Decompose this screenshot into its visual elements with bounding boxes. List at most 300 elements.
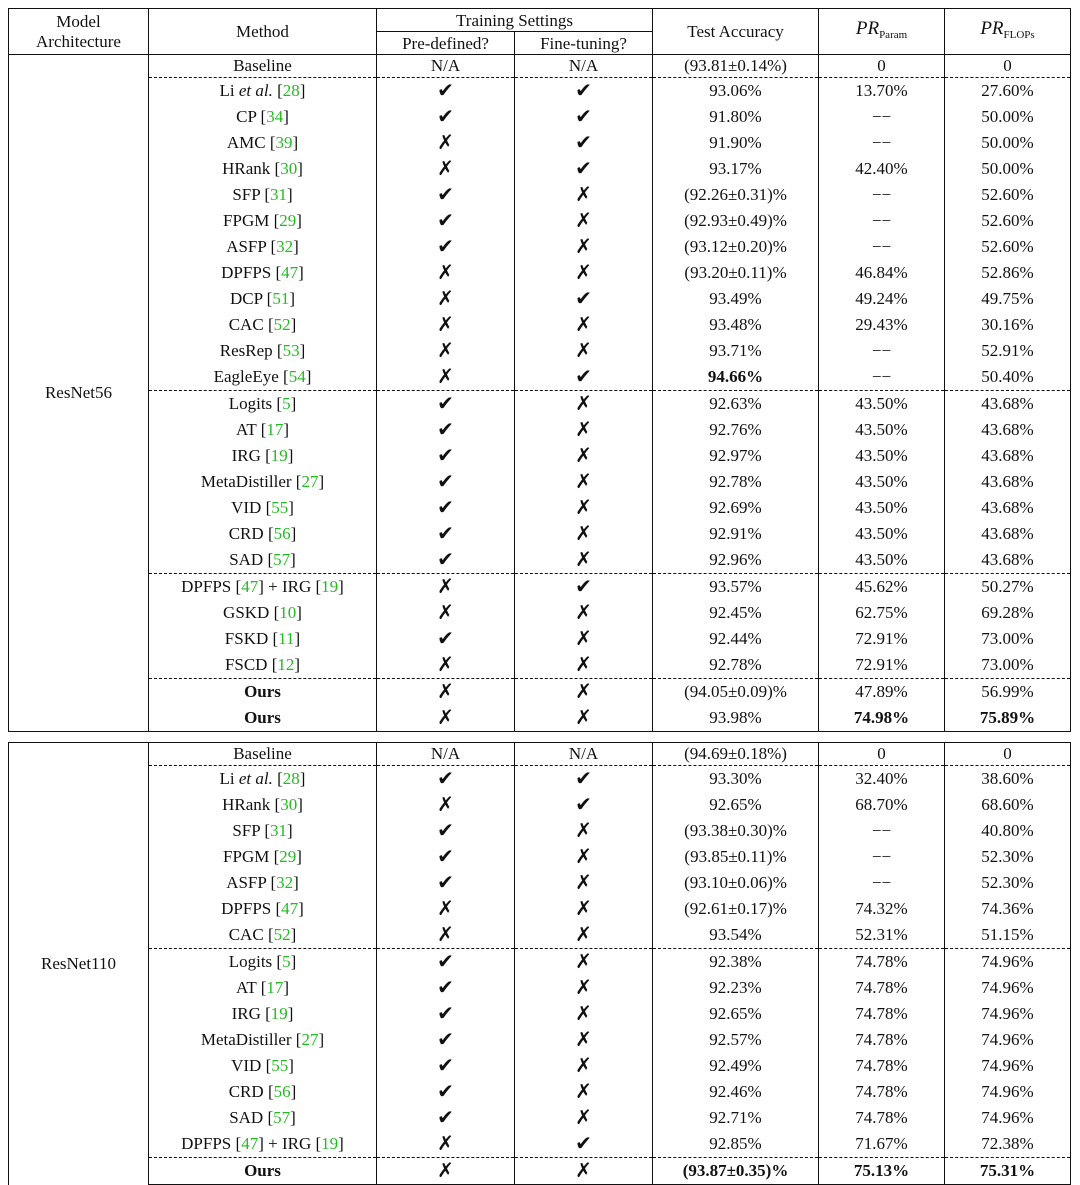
test-accuracy-value: 91.80% bbox=[709, 107, 762, 126]
pr-flops-cell bbox=[945, 1027, 1071, 1053]
pr-param-cell bbox=[819, 182, 945, 208]
test-accuracy-cell bbox=[653, 1079, 819, 1105]
cross-icon: ✗ bbox=[437, 130, 454, 154]
test-accuracy-cell bbox=[653, 417, 819, 443]
pr-param-value: −− bbox=[871, 211, 892, 230]
cross-icon: ✗ bbox=[575, 391, 592, 415]
predefined-cell bbox=[377, 495, 515, 521]
predefined-cell bbox=[377, 104, 515, 130]
bracket: [ bbox=[278, 367, 289, 386]
test-accuracy-value: 93.17% bbox=[709, 159, 762, 178]
test-accuracy-value: 93.30% bbox=[709, 769, 762, 788]
cross-icon: ✗ bbox=[575, 844, 592, 868]
pr-param-value: 13.70% bbox=[855, 81, 908, 100]
header-predefined: Pre-defined? bbox=[377, 32, 515, 55]
method-name bbox=[220, 81, 273, 100]
predefined-value: N/A bbox=[430, 744, 461, 763]
check-icon: ✔ bbox=[575, 130, 592, 154]
pr-flops-cell bbox=[945, 766, 1071, 793]
bracket: ] bbox=[290, 952, 297, 971]
bracket: [ bbox=[268, 629, 279, 648]
bracket: [ bbox=[291, 472, 302, 491]
pr-param-cell bbox=[819, 312, 945, 338]
bracket: ] bbox=[286, 821, 293, 840]
bracket: ] bbox=[318, 1030, 325, 1049]
test-accuracy-cell bbox=[653, 208, 819, 234]
pr-param-value: 74.78% bbox=[855, 978, 908, 997]
citation-link: 56 bbox=[273, 1082, 291, 1101]
citation-link: 52 bbox=[273, 925, 291, 944]
predefined-cell bbox=[377, 574, 515, 601]
cross-icon: ✗ bbox=[575, 1158, 592, 1182]
pr-flops-value: 50.00% bbox=[981, 159, 1034, 178]
bracket: ] bbox=[299, 341, 306, 360]
bracket: [ bbox=[269, 603, 280, 622]
test-accuracy-value: (93.85±0.11)% bbox=[684, 847, 787, 866]
method-cell bbox=[149, 870, 377, 896]
predefined-cell bbox=[377, 1027, 515, 1053]
pr-flops-cell bbox=[945, 521, 1071, 547]
cross-icon: ✗ bbox=[575, 1001, 592, 1025]
pr-flops-cell bbox=[945, 130, 1071, 156]
table-row bbox=[9, 391, 1071, 418]
pr-param-value: −− bbox=[871, 185, 892, 204]
table-row bbox=[9, 766, 1071, 793]
pr-param-value: 72.91% bbox=[855, 629, 908, 648]
finetuning-cell bbox=[515, 1001, 653, 1027]
pr-param-value: 45.62% bbox=[855, 577, 908, 596]
test-accuracy-cell bbox=[653, 1001, 819, 1027]
bracket: [ bbox=[256, 420, 267, 439]
test-accuracy-cell bbox=[653, 743, 819, 766]
pr-param-cell bbox=[819, 792, 945, 818]
method-name: ASFP bbox=[226, 873, 267, 892]
test-accuracy-value: (92.26±0.31)% bbox=[684, 185, 787, 204]
bracket: ] bbox=[298, 263, 304, 282]
check-icon: ✔ bbox=[437, 521, 454, 545]
table-row bbox=[9, 574, 1071, 601]
pr-param-cell bbox=[819, 743, 945, 766]
table-row bbox=[9, 364, 1071, 391]
pr-param-cell bbox=[819, 705, 945, 732]
pr-param-value: 43.50% bbox=[855, 446, 908, 465]
citation-link: 52 bbox=[273, 315, 291, 334]
pr-param-cell bbox=[819, 1105, 945, 1131]
cross-icon: ✗ bbox=[575, 652, 592, 676]
citation-link: 55 bbox=[271, 498, 289, 517]
bracket: [ bbox=[271, 263, 282, 282]
pr-param-value: 74.78% bbox=[855, 1082, 908, 1101]
pr-param-cell bbox=[819, 679, 945, 706]
test-accuracy-cell bbox=[653, 792, 819, 818]
cross-icon: ✗ bbox=[575, 182, 592, 206]
method-name: HRank bbox=[222, 795, 271, 814]
pr-flops-cell bbox=[945, 495, 1071, 521]
method-cell bbox=[149, 417, 377, 443]
table-row bbox=[9, 679, 1071, 706]
pr-param-cell bbox=[819, 521, 945, 547]
citation-link: 5 bbox=[282, 394, 291, 413]
cross-icon: ✗ bbox=[575, 679, 592, 703]
cross-icon: ✗ bbox=[575, 521, 592, 545]
test-accuracy-cell bbox=[653, 391, 819, 418]
bracket: [ bbox=[311, 1134, 322, 1153]
method-name: DPFPS bbox=[221, 899, 272, 918]
pr-flops-value: 75.31% bbox=[979, 1161, 1036, 1180]
finetuning-cell bbox=[515, 55, 653, 78]
finetuning-cell bbox=[515, 1027, 653, 1053]
method-cell bbox=[149, 104, 377, 130]
table-row bbox=[9, 1001, 1071, 1027]
bracket: ] bbox=[290, 315, 297, 334]
pr-flops-cell bbox=[945, 338, 1071, 364]
cross-icon: ✗ bbox=[575, 208, 592, 232]
test-accuracy-value: 93.54% bbox=[709, 925, 762, 944]
pr-flops-value: 74.96% bbox=[981, 1056, 1034, 1075]
pr-param-cell bbox=[819, 600, 945, 626]
pr-param-value: −− bbox=[871, 107, 892, 126]
check-icon: ✔ bbox=[437, 766, 454, 790]
citation-link: 29 bbox=[279, 211, 297, 230]
citation-link: 12 bbox=[277, 655, 295, 674]
check-icon: ✔ bbox=[575, 156, 592, 180]
predefined-cell bbox=[377, 260, 515, 286]
method-cell bbox=[149, 286, 377, 312]
pr-flops-cell bbox=[945, 417, 1071, 443]
predefined-cell bbox=[377, 156, 515, 182]
pr-param-cell bbox=[819, 391, 945, 418]
method-name: HRank bbox=[222, 159, 271, 178]
predefined-cell bbox=[377, 949, 515, 976]
predefined-cell bbox=[377, 1158, 515, 1185]
table-row bbox=[9, 78, 1071, 105]
citation-link: 39 bbox=[275, 133, 293, 152]
pr-flops-value: 72.38% bbox=[981, 1134, 1034, 1153]
check-icon: ✔ bbox=[437, 1001, 454, 1025]
pr-param-cell bbox=[819, 1027, 945, 1053]
predefined-cell bbox=[377, 844, 515, 870]
cross-icon: ✗ bbox=[575, 443, 592, 467]
predefined-cell bbox=[377, 364, 515, 391]
finetuning-cell bbox=[515, 766, 653, 793]
group-separator bbox=[9, 732, 1071, 743]
table-row bbox=[9, 547, 1071, 574]
method-name: SAD bbox=[229, 550, 264, 569]
bracket: ] bbox=[289, 289, 296, 308]
pr-param-value: 74.78% bbox=[855, 1108, 908, 1127]
bracket: ] bbox=[294, 655, 301, 674]
pr-param-cell bbox=[819, 417, 945, 443]
pr-flops-cell bbox=[945, 55, 1071, 78]
citation-link: 47 bbox=[281, 899, 299, 918]
finetuning-cell bbox=[515, 234, 653, 260]
citation-link: 57 bbox=[273, 550, 291, 569]
method-cell bbox=[149, 896, 377, 922]
method-name: AT bbox=[235, 978, 257, 997]
bracket: ] bbox=[286, 185, 293, 204]
test-accuracy-value: 94.66% bbox=[707, 367, 764, 386]
pr-param-cell bbox=[819, 1158, 945, 1185]
method-name: FSCD bbox=[224, 655, 268, 674]
finetuning-cell bbox=[515, 312, 653, 338]
finetuning-cell bbox=[515, 870, 653, 896]
pr-flops-value: 40.80% bbox=[981, 821, 1034, 840]
predefined-cell bbox=[377, 1079, 515, 1105]
test-accuracy-cell bbox=[653, 1158, 819, 1185]
finetuning-cell bbox=[515, 792, 653, 818]
pr-flops-value: 74.96% bbox=[981, 1108, 1034, 1127]
pr-param-value: 43.50% bbox=[855, 550, 908, 569]
table-row bbox=[9, 104, 1071, 130]
test-accuracy-value: 92.46% bbox=[709, 1082, 762, 1101]
cross-icon: ✗ bbox=[437, 896, 454, 920]
pr-flops-cell bbox=[945, 547, 1071, 574]
method-cell bbox=[149, 443, 377, 469]
test-accuracy-cell bbox=[653, 679, 819, 706]
check-icon: ✔ bbox=[437, 78, 454, 102]
bracket: ] bbox=[290, 394, 297, 413]
check-icon: ✔ bbox=[437, 469, 454, 493]
pr-param-value: 46.84% bbox=[855, 263, 908, 282]
pr-param-value: −− bbox=[871, 133, 892, 152]
cross-icon: ✗ bbox=[575, 469, 592, 493]
method-name: Ours bbox=[244, 1161, 281, 1180]
bracket: [ bbox=[265, 133, 276, 152]
pr-flops-value: 30.16% bbox=[981, 315, 1034, 334]
header-pr-param: $PR_{Param}$ bbox=[819, 9, 945, 55]
test-accuracy-value: 92.38% bbox=[709, 952, 762, 971]
pr-param-cell bbox=[819, 896, 945, 922]
test-accuracy-value: 92.44% bbox=[709, 629, 762, 648]
cross-icon: ✗ bbox=[437, 364, 454, 388]
check-icon: ✔ bbox=[575, 104, 592, 128]
table-row bbox=[9, 521, 1071, 547]
pr-flops-value: 56.99% bbox=[981, 682, 1034, 701]
citation-link: 30 bbox=[280, 795, 298, 814]
method-cell bbox=[149, 469, 377, 495]
check-icon: ✔ bbox=[437, 818, 454, 842]
method-name: IRG bbox=[231, 1004, 261, 1023]
predefined-cell bbox=[377, 286, 515, 312]
pr-param-cell bbox=[819, 1053, 945, 1079]
bracket: ] bbox=[338, 577, 344, 596]
cross-icon: ✗ bbox=[575, 818, 592, 842]
header-model-architecture: Model Architecture bbox=[9, 9, 149, 55]
citation-link: 31 bbox=[269, 821, 287, 840]
predefined-cell bbox=[377, 338, 515, 364]
pr-flops-value: 74.96% bbox=[981, 978, 1034, 997]
method-name: FSKD bbox=[224, 629, 269, 648]
pr-flops-value: 52.60% bbox=[981, 185, 1034, 204]
test-accuracy-value: 92.76% bbox=[709, 420, 762, 439]
pr-flops-cell bbox=[945, 1131, 1071, 1158]
check-icon: ✔ bbox=[575, 766, 592, 790]
predefined-cell bbox=[377, 312, 515, 338]
pr-param-value: 62.75% bbox=[855, 603, 908, 622]
test-accuracy-value: 93.98% bbox=[709, 708, 762, 727]
citation-link: 51 bbox=[272, 289, 290, 308]
check-icon: ✔ bbox=[437, 949, 454, 973]
method-name: ResRep bbox=[219, 341, 273, 360]
method-cell bbox=[149, 1001, 377, 1027]
table-row bbox=[9, 922, 1071, 949]
cross-icon: ✗ bbox=[575, 338, 592, 362]
pr-flops-value: 52.30% bbox=[981, 873, 1034, 892]
pr-param-value: −− bbox=[871, 847, 892, 866]
cross-icon: ✗ bbox=[575, 1105, 592, 1129]
bracket: ] bbox=[296, 603, 302, 622]
method-name: FPGM bbox=[223, 211, 270, 230]
predefined-cell bbox=[377, 1131, 515, 1158]
table-row bbox=[9, 55, 1071, 78]
pr-flops-cell bbox=[945, 234, 1071, 260]
pr-param-value: 49.24% bbox=[855, 289, 908, 308]
table-row bbox=[9, 870, 1071, 896]
citation-link: 47 bbox=[241, 1134, 259, 1153]
method-name-part: et al. bbox=[238, 769, 273, 788]
finetuning-cell bbox=[515, 705, 653, 732]
cross-icon: ✗ bbox=[575, 896, 592, 920]
pr-param-cell bbox=[819, 1131, 945, 1158]
method-name bbox=[220, 769, 273, 788]
finetuning-cell bbox=[515, 626, 653, 652]
method-name: FPGM bbox=[223, 847, 270, 866]
finetuning-cell bbox=[515, 521, 653, 547]
test-accuracy-value: (94.05±0.09)% bbox=[684, 682, 787, 701]
pr-param-value: −− bbox=[871, 341, 892, 360]
pr-flops-cell bbox=[945, 391, 1071, 418]
bracket: ] bbox=[290, 1108, 296, 1127]
finetuning-cell bbox=[515, 818, 653, 844]
bracket: [ bbox=[260, 821, 270, 840]
table-row bbox=[9, 1027, 1071, 1053]
pr-flops-cell bbox=[945, 182, 1071, 208]
cross-icon: ✗ bbox=[575, 312, 592, 336]
pr-param-cell bbox=[819, 234, 945, 260]
test-accuracy-value: (92.93±0.49)% bbox=[684, 211, 787, 230]
check-icon: ✔ bbox=[575, 574, 592, 598]
pr-flops-value: 43.68% bbox=[981, 550, 1034, 569]
cross-icon: ✗ bbox=[437, 286, 454, 310]
citation-link: 31 bbox=[269, 185, 287, 204]
test-accuracy-cell bbox=[653, 1027, 819, 1053]
method-name-part: Li bbox=[219, 81, 239, 100]
method-cell bbox=[149, 922, 377, 949]
bracket: ] bbox=[293, 237, 299, 256]
bracket: [ bbox=[263, 550, 274, 569]
predefined-cell bbox=[377, 679, 515, 706]
method-cell bbox=[149, 975, 377, 1001]
citation-link: 57 bbox=[273, 1108, 291, 1127]
citation-link: 28 bbox=[282, 769, 300, 788]
test-accuracy-cell bbox=[653, 975, 819, 1001]
pr-flops-value: 50.27% bbox=[981, 577, 1034, 596]
test-accuracy-cell bbox=[653, 521, 819, 547]
predefined-cell bbox=[377, 443, 515, 469]
pr-flops-value: 43.68% bbox=[981, 524, 1034, 543]
finetuning-cell bbox=[515, 975, 653, 1001]
test-accuracy-cell bbox=[653, 182, 819, 208]
check-icon: ✔ bbox=[437, 1053, 454, 1077]
bracket: [ bbox=[272, 341, 283, 360]
predefined-cell bbox=[377, 870, 515, 896]
method-name: AMC bbox=[226, 133, 266, 152]
predefined-cell bbox=[377, 1001, 515, 1027]
finetuning-cell bbox=[515, 1105, 653, 1131]
method-cell bbox=[149, 78, 377, 105]
method-name: VID bbox=[231, 498, 262, 517]
predefined-cell bbox=[377, 469, 515, 495]
table-header bbox=[9, 9, 1071, 55]
pr-param-value: −− bbox=[871, 821, 892, 840]
method-cell bbox=[149, 1158, 377, 1185]
predefined-cell bbox=[377, 78, 515, 105]
bracket: [ bbox=[267, 655, 278, 674]
method-cell bbox=[149, 743, 377, 766]
bracket: [ bbox=[260, 1004, 271, 1023]
pr-param-cell bbox=[819, 469, 945, 495]
pr-param-cell bbox=[819, 78, 945, 105]
table-row bbox=[9, 443, 1071, 469]
finetuning-cell bbox=[515, 600, 653, 626]
bracket: [ bbox=[263, 925, 274, 944]
finetuning-cell bbox=[515, 743, 653, 766]
finetuning-cell bbox=[515, 1158, 653, 1185]
method-name: IRG bbox=[281, 1134, 312, 1153]
pr-flops-value: 68.60% bbox=[981, 795, 1034, 814]
predefined-cell bbox=[377, 600, 515, 626]
pr-flops-value: 52.60% bbox=[981, 237, 1034, 256]
finetuning-cell bbox=[515, 1131, 653, 1158]
pr-flops-cell bbox=[945, 78, 1071, 105]
bracket: [ bbox=[260, 446, 271, 465]
test-accuracy-cell bbox=[653, 896, 819, 922]
predefined-value: N/A bbox=[430, 56, 461, 75]
pr-param-cell bbox=[819, 1079, 945, 1105]
finetuning-cell bbox=[515, 679, 653, 706]
table-row bbox=[9, 260, 1071, 286]
pr-flops-value: 69.28% bbox=[981, 603, 1034, 622]
pr-param-cell bbox=[819, 156, 945, 182]
finetuning-cell bbox=[515, 130, 653, 156]
method-cell bbox=[149, 182, 377, 208]
test-accuracy-value: 93.06% bbox=[709, 81, 762, 100]
method-cell bbox=[149, 1079, 377, 1105]
check-icon: ✔ bbox=[437, 1027, 454, 1051]
pr-param-value: 74.32% bbox=[855, 899, 908, 918]
table-row bbox=[9, 949, 1071, 976]
finetuning-cell bbox=[515, 547, 653, 574]
pr-param-cell bbox=[819, 652, 945, 679]
citation-link: 28 bbox=[282, 81, 300, 100]
check-icon: ✔ bbox=[437, 443, 454, 467]
pr-param-cell bbox=[819, 626, 945, 652]
cross-icon: ✗ bbox=[575, 705, 592, 729]
model-architecture-cell: ResNet110 bbox=[9, 743, 149, 1185]
method-cell bbox=[149, 55, 377, 78]
pr-flops-value: 74.96% bbox=[981, 952, 1034, 971]
method-cell bbox=[149, 792, 377, 818]
finetuning-cell bbox=[515, 844, 653, 870]
pr-flops-cell bbox=[945, 364, 1071, 391]
finetuning-cell bbox=[515, 78, 653, 105]
test-accuracy-cell bbox=[653, 469, 819, 495]
cross-icon: ✗ bbox=[437, 260, 454, 284]
finetuning-value: N/A bbox=[568, 744, 599, 763]
check-icon: ✔ bbox=[437, 495, 454, 519]
citation-link: 27 bbox=[301, 1030, 319, 1049]
method-cell bbox=[149, 312, 377, 338]
